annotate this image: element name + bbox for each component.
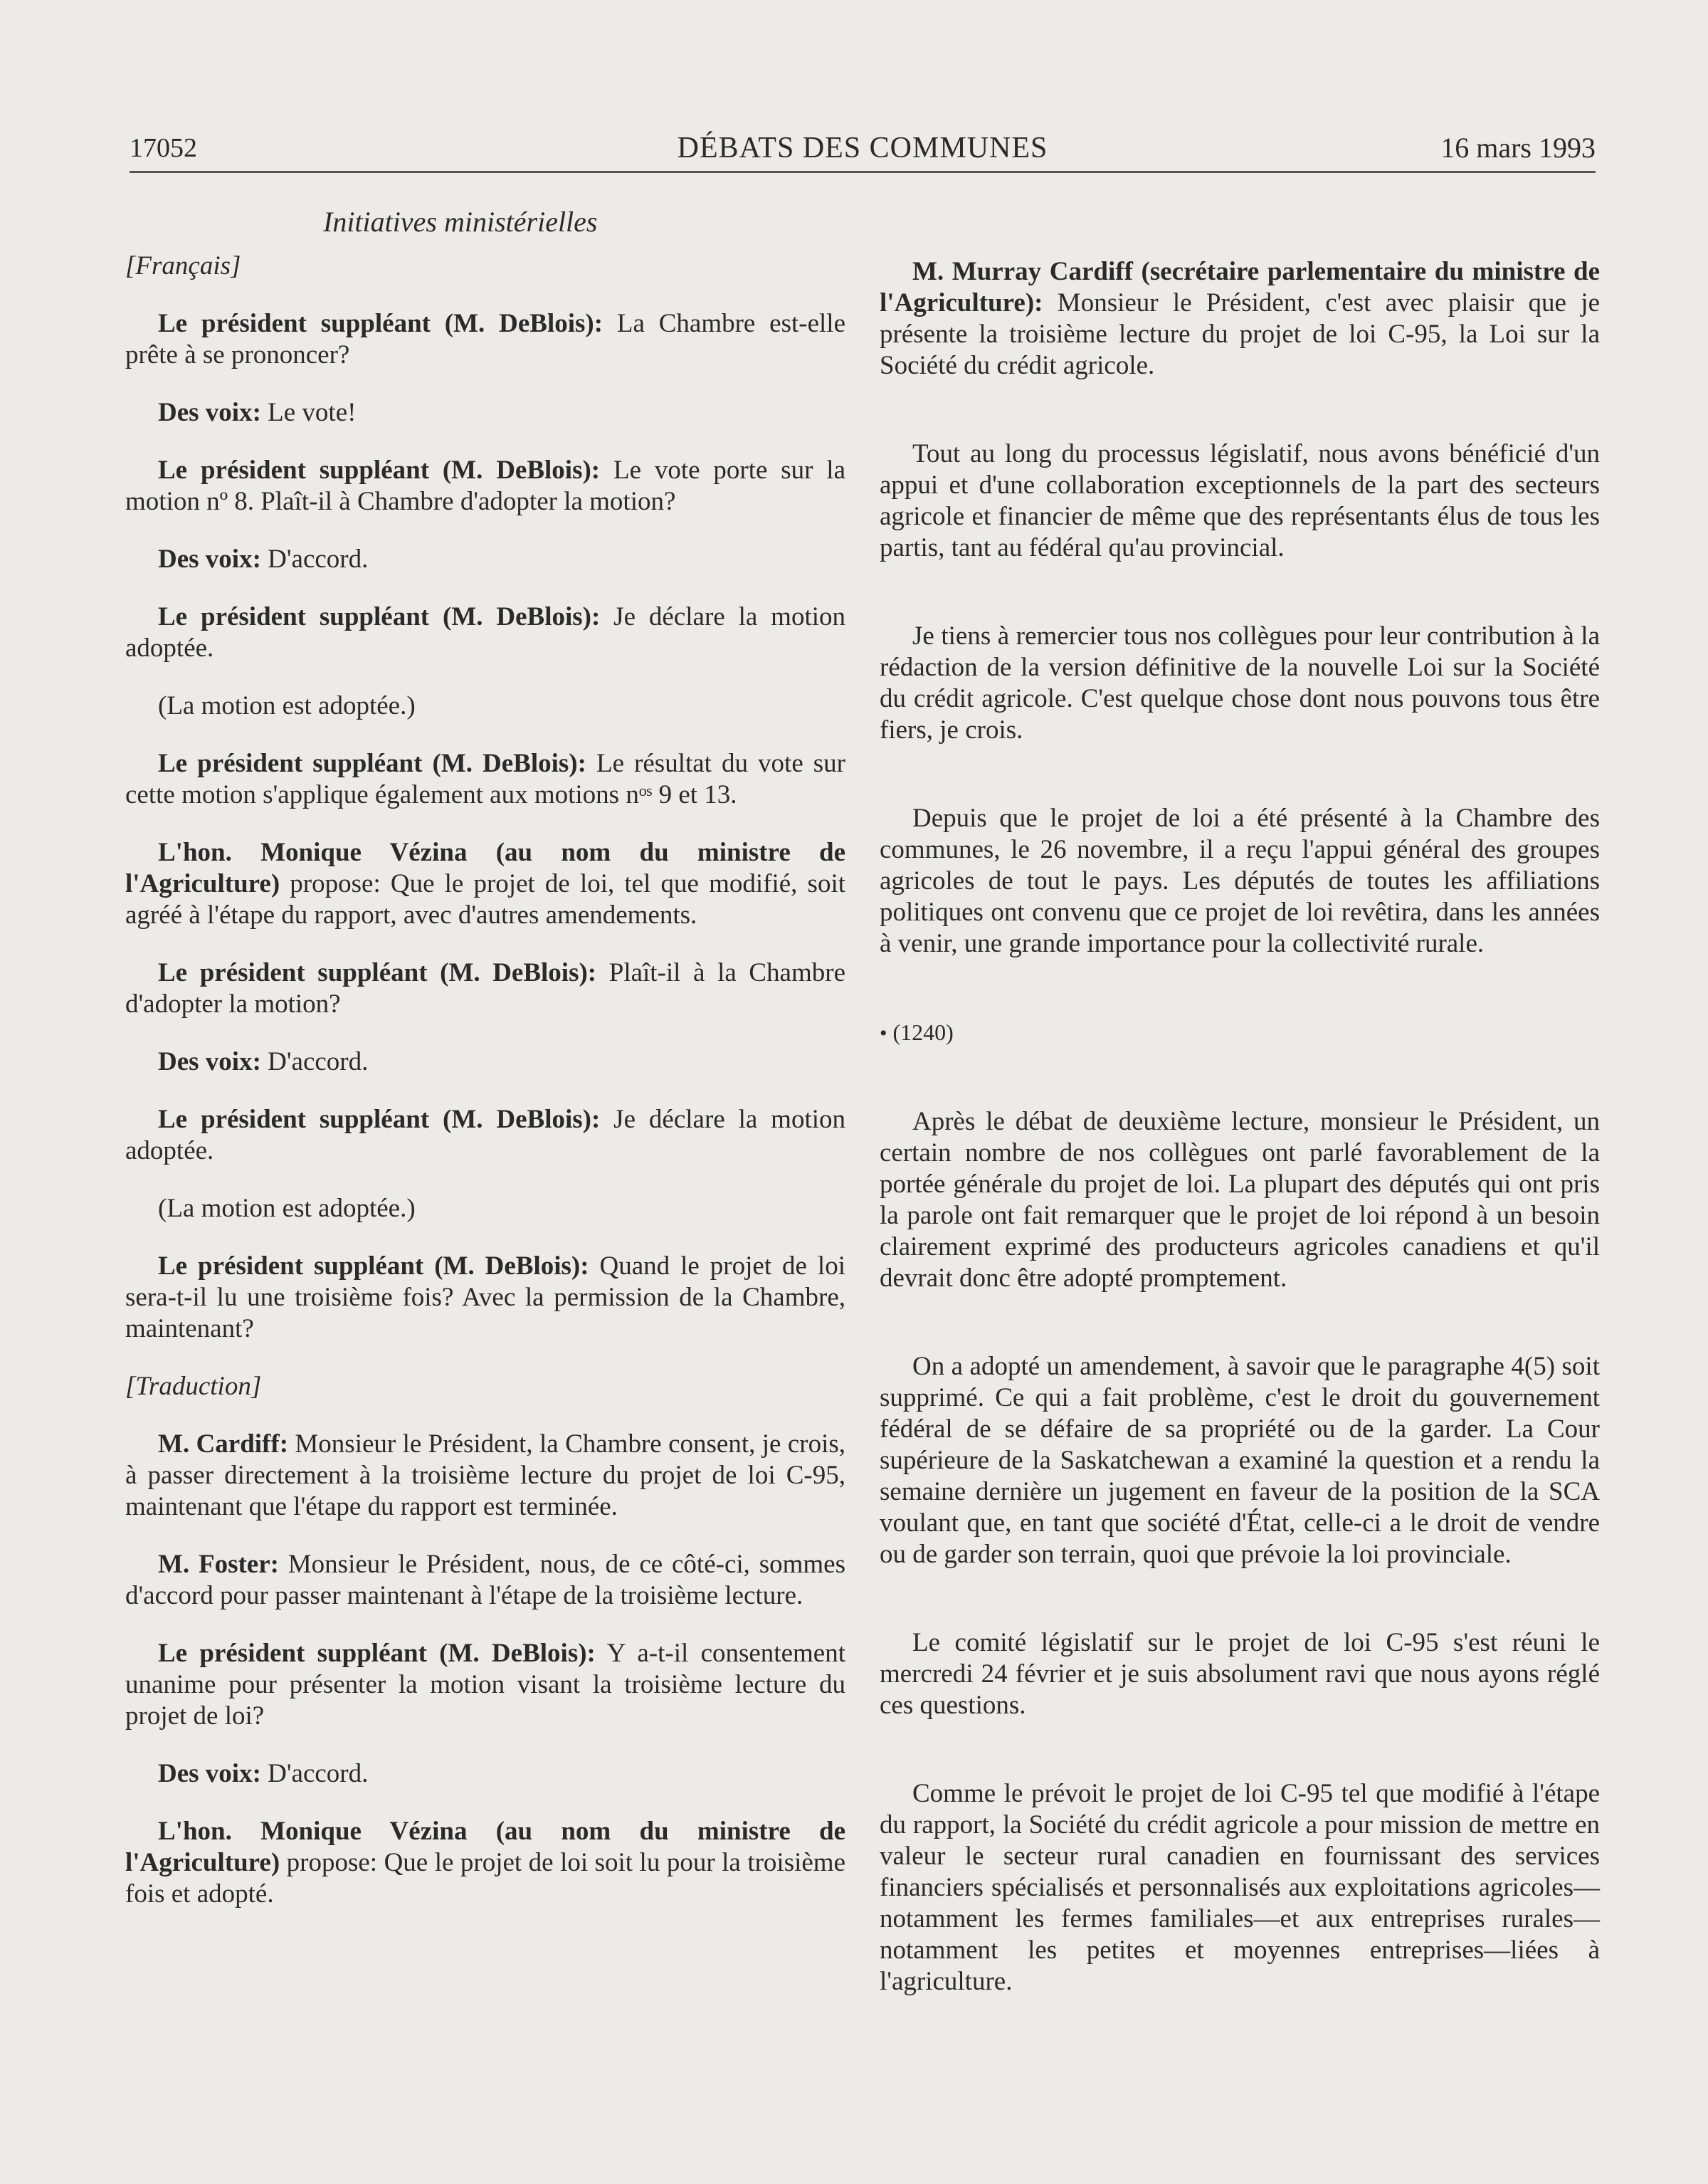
paragraph-text: Quand le projet de loi sera-t-il lu une troisième fois? Avec la permission de la Chambre, maintenant?	[125, 1251, 845, 1343]
speaker-name: M. Foster:	[158, 1550, 279, 1579]
debate-paragraph	[125, 1193, 845, 1224]
speaker-name: M. Cardiff:	[158, 1429, 289, 1459]
speaker-name: Le président suppléant (M. DeBlois):	[158, 602, 601, 631]
paragraph-text: D'accord.	[260, 545, 369, 574]
timestamp	[880, 1017, 1600, 1049]
debate-paragraph	[125, 837, 845, 931]
debate-paragraph	[125, 1251, 845, 1345]
debate-paragraph	[880, 803, 1600, 960]
paragraph-text: Comme le prévoit le projet de loi C-95 tel que modifié à l'étape du rapport, la Société du crédit agricole a pour mission de mettre en valeur le secteur rural canadien en fournissant des services financiers spécialisés et personnalisés aux exploitations agricoles—notamment les fermes familiales—et aux entreprises rurales—notamment les petites et moyennes entreprises—liées à l'agriculture.	[880, 1779, 1600, 1996]
debate-paragraph	[880, 621, 1600, 746]
paragraph-text: Je déclare la motion adoptée.	[125, 1105, 845, 1165]
debate-paragraph	[125, 957, 845, 1020]
speaker-name: Le président suppléant (M. DeBlois):	[158, 309, 603, 338]
speaker-name: M. Murray Cardiff (secrétaire parlementaire du ministre de l'Agriculture):	[880, 257, 1600, 317]
paragraph-text: Plaît-il à la Chambre d'adopter la motion?	[125, 958, 845, 1019]
debate-paragraph	[880, 1106, 1600, 1294]
speaker-name: Des voix:	[158, 1047, 261, 1076]
debate-paragraph	[125, 455, 845, 518]
paragraph-text: Y a-t-il consentement unanime pour présenter la motion visant la troisième lecture du projet de loi?	[125, 1639, 845, 1731]
paragraph-text: (La motion est adoptée.)	[158, 691, 416, 720]
debate-paragraph	[125, 1046, 845, 1078]
paragraph-text: Monsieur le Président, la Chambre consent, je crois, à passer directement à la troisième lecture du projet de loi C-95, maintenant que l'étape du rapport est terminée.	[125, 1429, 845, 1521]
debate-paragraph	[880, 1778, 1600, 1997]
speaker-name: Des voix:	[158, 398, 261, 427]
paragraph-text: Monsieur le Président, c'est avec plaisir que je présente la troisième lecture du projet de loi C-95, la Loi sur la Société du crédit agricole.	[880, 288, 1600, 380]
paragraph-text: propose: Que le projet de loi, tel que modifié, soit agréé à l'étape du rapport, avec d'autres amendements.	[125, 869, 845, 930]
paragraph-text: Tout au long du processus législatif, nous avons bénéficié d'un appui et d'une collaboration exceptionnels de la part des secteurs agricole et financier de même que des représentants élus de tous les partis, tant au fédéral qu'au provincial.	[880, 439, 1600, 562]
publication-date: 16 mars 1993	[1440, 132, 1596, 164]
section-heading: Initiatives ministérielles	[323, 206, 598, 238]
paragraph-text: La Chambre est-elle prête à se prononcer?	[125, 309, 845, 369]
debate-paragraph	[880, 439, 1600, 564]
page-number: 17052	[130, 133, 197, 163]
speaker-name: Le président suppléant (M. DeBlois):	[158, 456, 601, 485]
language-marker: [Français]	[125, 251, 241, 280]
paragraph-text: Après le débat de deuxième lecture, monsieur le Président, un certain nombre de nos collègues ont parlé favorablement de la portée générale du projet de loi. La plupart des députés qui ont pris la parole ont fait remarquer que le projet de loi répond à un besoin clairement exprimé des producteurs agricoles canadiens et qu'il devrait donc être adopté promptement.	[880, 1107, 1600, 1293]
debate-paragraph	[125, 1816, 845, 1910]
speaker-name: L'hon. Monique Vézina (au nom du ministre de l'Agriculture)	[125, 838, 845, 898]
paragraph-text: Depuis que le projet de loi a été présenté à la Chambre des communes, le 26 novembre, il a reçu l'appui général des groupes agricoles de tout le pays. Les députés de toutes les affiliations politiques ont convenu que ce projet de loi revêtira, dans les années à venir, une grande importance pour la collectivité rurale.	[880, 804, 1600, 958]
debate-paragraph	[125, 748, 845, 811]
right-column	[880, 256, 1600, 2054]
debate-paragraph	[125, 1758, 845, 1790]
debate-paragraph	[880, 1351, 1600, 1570]
debate-paragraph	[125, 1429, 845, 1523]
paragraph-text: D'accord.	[260, 1759, 369, 1788]
debate-paragraph	[125, 544, 845, 575]
paragraph-text: D'accord.	[260, 1047, 369, 1076]
page-header	[130, 131, 1596, 173]
speaker-name: Le président suppléant (M. DeBlois):	[158, 1105, 601, 1134]
publication-title: DÉBATS DES COMMUNES	[677, 132, 1048, 164]
speaker-name: Le président suppléant (M. DeBlois):	[158, 749, 586, 778]
debate-paragraph	[880, 256, 1600, 382]
speaker-name: Le président suppléant (M. DeBlois):	[158, 1639, 596, 1668]
paragraph-text: On a adopté un amendement, à savoir que le paragraphe 4(5) soit supprimé. Ce qui a fait problème, c'est le droit du gouvernement fédéral de se défaire de sa propriété ou de la garder. La Cour supérieure de la Saskatchewan a examiné la question et a rendu la semaine dernière un jugement en faveur de la position de la SCA voulant que, en tant que société d'État, celle-ci a le droit de vendre ou de garder son terrain, quoi que prévoie la loi provinciale.	[880, 1352, 1600, 1569]
left-column	[125, 251, 845, 1936]
debate-paragraph	[125, 397, 845, 429]
debate-paragraph	[125, 308, 845, 371]
debate-paragraph	[125, 691, 845, 722]
paragraph-text: Monsieur le Président, nous, de ce côté-ci, sommes d'accord pour passer maintenant à l'étape de la troisième lecture.	[125, 1550, 845, 1610]
debate-paragraph	[125, 1104, 845, 1167]
paragraph-text: Je déclare la motion adoptée.	[125, 602, 845, 663]
debate-paragraph	[125, 602, 845, 664]
speaker-name: L'hon. Monique Vézina (au nom du ministre de l'Agriculture)	[125, 1817, 845, 1877]
debate-paragraph	[125, 1549, 845, 1612]
paragraph-text: (La motion est adoptée.)	[158, 1194, 416, 1223]
speaker-name: Des voix:	[158, 1759, 261, 1788]
timestamp-text: (1240)	[892, 1019, 954, 1045]
paragraph-text: propose: Que le projet de loi soit lu pour la troisième fois et adopté.	[125, 1848, 845, 1909]
paragraph-text: Le résultat du vote sur cette motion s'applique également aux motions nᵒˢ 9 et 13.	[125, 749, 846, 809]
paragraph-text: Le comité législatif sur le projet de loi C-95 s'est réuni le mercredi 24 février et je suis absolument ravi que nous ayons réglé ces questions.	[880, 1628, 1600, 1720]
speaker-name: Le président suppléant (M. DeBlois):	[158, 958, 597, 987]
paragraph-text: Le vote!	[260, 398, 357, 427]
paragraph-text: Le vote porte sur la motion nº 8. Plaît-il à Chambre d'adopter la motion?	[125, 456, 846, 516]
debate-paragraph	[880, 1627, 1600, 1721]
paragraph-text: Je tiens à remercier tous nos collègues pour leur contribution à la rédaction de la version définitive de la nouvelle Loi sur la Société du crédit agricole. C'est quelque chose dont nous pouvons tous être fiers, je crois.	[880, 621, 1600, 745]
debate-paragraph	[125, 1638, 845, 1732]
speaker-name: Le président suppléant (M. DeBlois):	[158, 1251, 589, 1281]
speaker-name: Des voix:	[158, 545, 261, 574]
language-marker: [Traduction]	[125, 1372, 262, 1401]
bullet-icon: •	[880, 1022, 887, 1045]
